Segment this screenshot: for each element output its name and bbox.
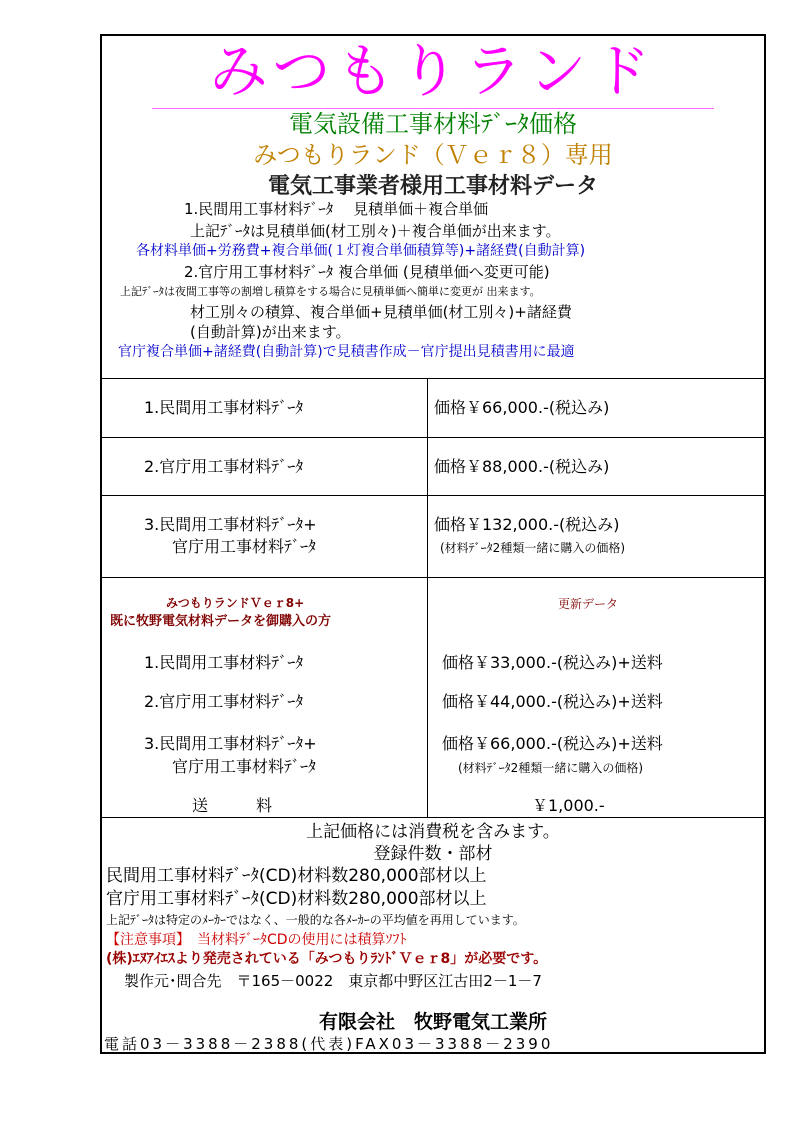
update-row-3-price: 価格￥66,000.-(税込み)+送料 <box>442 734 663 753</box>
document-frame <box>100 34 766 1054</box>
divider-row-1 <box>102 437 764 438</box>
intro-line-4: 2.官庁用工事材料ﾃﾞｰﾀ 複合単価 (見積単価へ変更可能) <box>184 263 550 281</box>
update-heading-right: 更新データ <box>558 597 619 611</box>
update-heading-b: 既に牧野電気材料データを御購入の方 <box>110 614 332 629</box>
price-row-1-label: 1.民間用工事材料ﾃﾞｰﾀ <box>144 398 304 417</box>
company-name: 有限会社 牧野電気工業所 <box>318 1011 547 1033</box>
update-row-3-label-a: 3.民間用工事材料ﾃﾞｰﾀ+ <box>144 734 317 753</box>
requirement-note: (株)ｴﾇｱｲｴｽより発売されている「みつもりﾗﾝﾄﾞＶｅｒ8」が必要です。 <box>106 951 548 967</box>
intro-line-1: 1.民間用工事材料ﾃﾞｰﾀ 見積単価＋複合単価 <box>184 200 489 218</box>
price-row-3-label-a: 3.民間用工事材料ﾃﾞｰﾀ+ <box>144 515 317 534</box>
update-row-1-label: 1.民間用工事材料ﾃﾞｰﾀ <box>144 653 304 672</box>
caution-note: 【注意事項】 当材料ﾃﾞｰﾀCDの使用には積算ｿﾌﾄ <box>106 932 407 948</box>
shipping-price: ￥1,000.- <box>532 796 605 815</box>
update-row-2-label: 2.官庁用工事材料ﾃﾞｰﾀ <box>144 692 304 711</box>
price-row-3-label-b: 官庁用工事材料ﾃﾞｰﾀ <box>172 537 317 556</box>
price-row-3-note: (材料ﾃﾞｰﾀ2種類一緒に購入の価格) <box>440 541 625 555</box>
tax-note: 上記価格には消費税を含みます。 <box>306 822 560 842</box>
update-row-3-label-b: 官庁用工事材料ﾃﾞｰﾀ <box>172 757 317 776</box>
subtitle-price: 電気設備工事材料ﾃﾞｰﾀ価格 <box>289 110 577 138</box>
price-row-2-label: 2.官庁用工事材料ﾃﾞｰﾀ <box>144 457 304 476</box>
update-row-3-note: (材料ﾃﾞｰﾀ2種類一緒に購入の価格) <box>458 761 643 775</box>
intro-line-7: (自動計算)が出来ます。 <box>190 323 351 341</box>
update-row-2-price: 価格￥44,000.-(税込み)+送料 <box>442 692 663 711</box>
subtitle-users: 電気工事業者様用工事材料データ <box>267 173 598 199</box>
divider-footer-top <box>102 817 764 818</box>
divider-prices-top <box>102 378 764 379</box>
count-line-1: 民間用工事材料ﾃﾞｰﾀ(CD)材料数280,000部材以上 <box>106 866 487 886</box>
divider-update-top <box>102 577 764 578</box>
intro-line-6: 材工別々の積算、複合単価+見積単価(材工別々)+諸経費 <box>190 303 572 321</box>
shipping-label: 送 料 <box>192 796 273 815</box>
maker-address: 製作元･問合先 〒165－0022 東京都中野区江古田2－1－7 <box>124 972 542 990</box>
count-heading: 登録件数・部材 <box>373 844 493 864</box>
logo-underline <box>152 108 714 109</box>
price-row-2-price: 価格￥88,000.-(税込み) <box>434 457 610 476</box>
intro-line-5: 上記ﾃﾞｰﾀは夜間工事等の割増し積算をする場合に見積単価へ簡単に変更が 出来ます。 <box>120 285 541 298</box>
intro-line-8: 官庁複合単価+諸経費(自動計算)で見積書作成－官庁提出見積書用に最適 <box>118 344 575 360</box>
intro-line-3: 各材料単価+労務費+複合単価(１灯複合単価積算等)+諸経費(自動計算) <box>136 243 586 259</box>
logo-title: みつもりランド <box>209 37 657 105</box>
divider-row-2 <box>102 495 764 496</box>
disclaimer: 上記ﾃﾞｰﾀは特定のﾒｰｶｰではなく、一般的な各ﾒｰｶｰの平均値を再用しています。 <box>106 913 525 927</box>
price-row-1-price: 価格￥66,000.-(税込み) <box>434 398 610 417</box>
phone-fax: 電話03－3388－2388(代表)FAX03－3388－2390 <box>104 1035 554 1053</box>
price-row-3-price: 価格￥132,000.-(税込み) <box>434 515 620 534</box>
intro-line-2: 上記ﾃﾞｰﾀは見積単価(材工別々)＋複合単価が出来ます。 <box>190 222 561 240</box>
update-row-1-price: 価格￥33,000.-(税込み)+送料 <box>442 653 663 672</box>
update-heading-a: みつもりランドＶｅｒ8+ <box>166 596 305 610</box>
column-divider <box>427 378 428 817</box>
subtitle-version: みつもりランド（Ｖｅｒ８）専用 <box>253 141 613 169</box>
count-line-2: 官庁用工事材料ﾃﾞｰﾀ(CD)材料数280,000部材以上 <box>106 889 487 909</box>
